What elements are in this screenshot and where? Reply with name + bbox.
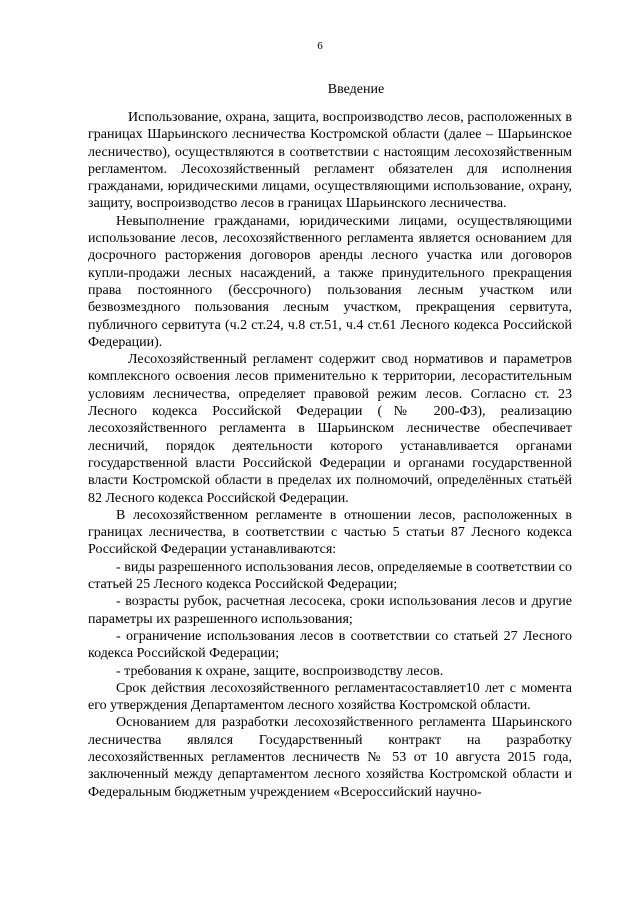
paragraph-established-items: В лесохозяйственном регламенте в отношении лесов, расположенных в границах лесничества, в соответствии с частью 5 статьи 87 Лесного кодекса Российской Федерации устанавливаются: bbox=[88, 507, 572, 558]
paragraph-regulation-content: Лесохозяйственный регламент содержит свод нормативов и параметров комплексного освоения лесов применительно к территории, лесорастительным условиям лесничества, определяет правовой режим лесов. Согласно ст. 23 Лесного кодекса Российской Федерации (№ 200-ФЗ), реализацию лесохозяйственного регламента в Шарьинском лесничестве обеспечивает лесничий, порядок деятельности которого устанавливается органами государственной власти Российской Федерации и органами государственной власти Костромской области в пределах их полномочий, определённых статьёй 82 Лесного кодекса Российской Федерации. bbox=[88, 352, 572, 506]
list-item: - виды разрешенного использования лесов, определяемые в соответствии со статьей 25 Лесного кодекса Российской Федерации; bbox=[88, 559, 572, 593]
page-number: 6 bbox=[317, 40, 323, 52]
paragraph-violation: Невыполнение гражданами, юридическими лицами, осуществляющими использование лесов, лесохозяйственного регламента является основанием для досрочного расторжения договоров аренды лесного участка или договоров купли-продажи лесных насаждений, а также принудительного прекращения права постоянного (бессрочного) пользования лесным участком или безвозмездного пользования лесным участком, прекращения сервитута, публичного сервитута (ч.2 ст.24, ч.8 ст.51, ч.4 ст.61 Лесного кодекса Российской Федерации). bbox=[88, 213, 572, 350]
paragraph-usage: Использование, охрана, защита, воспроизводство лесов, расположенных в границах Шарьинского лесничества Костромской области (далее – Шарьинское лесничество), осуществляются в соответствии с настоящим лесохозяйственным регламентом. Лесохозяйственный регламент обязателен для исполнения гражданами, юридическими лицами, осуществляющими использование, охрану, защиту, воспроизводство лесов в границах Шарьинского лесничества. bbox=[88, 110, 572, 212]
list-item: - возрасты рубок, расчетная лесосека, сроки использования лесов и другие параметры их разрешенного использования; bbox=[88, 594, 572, 627]
list-item: - ограничение использования лесов в соответствии со статьей 27 Лесного кодекса Российской Федерации; bbox=[88, 628, 572, 662]
list-item: - требования к охране, защите, воспроизводству лесов. bbox=[116, 663, 444, 679]
document-body bbox=[88, 81, 572, 801]
paragraph-basis: Основанием для разработки лесохозяйственного регламента Шарьинского лесничества являлся Государственный контракт на разработку лесохозяйственных регламентов лесничеств № 53 от 10 августа 2015 года, заключенный между департаментом лесного хозяйства Костромской области и Федеральным бюджетным учреждением «Всероссийский научно- bbox=[88, 715, 572, 800]
paragraph-validity-term: Срок действия лесохозяйственного регламентасоставляет10 лет с момента его утверждения Департаментом лесного хозяйства Костромской области. bbox=[88, 680, 572, 714]
section-heading: Введение bbox=[327, 82, 385, 97]
